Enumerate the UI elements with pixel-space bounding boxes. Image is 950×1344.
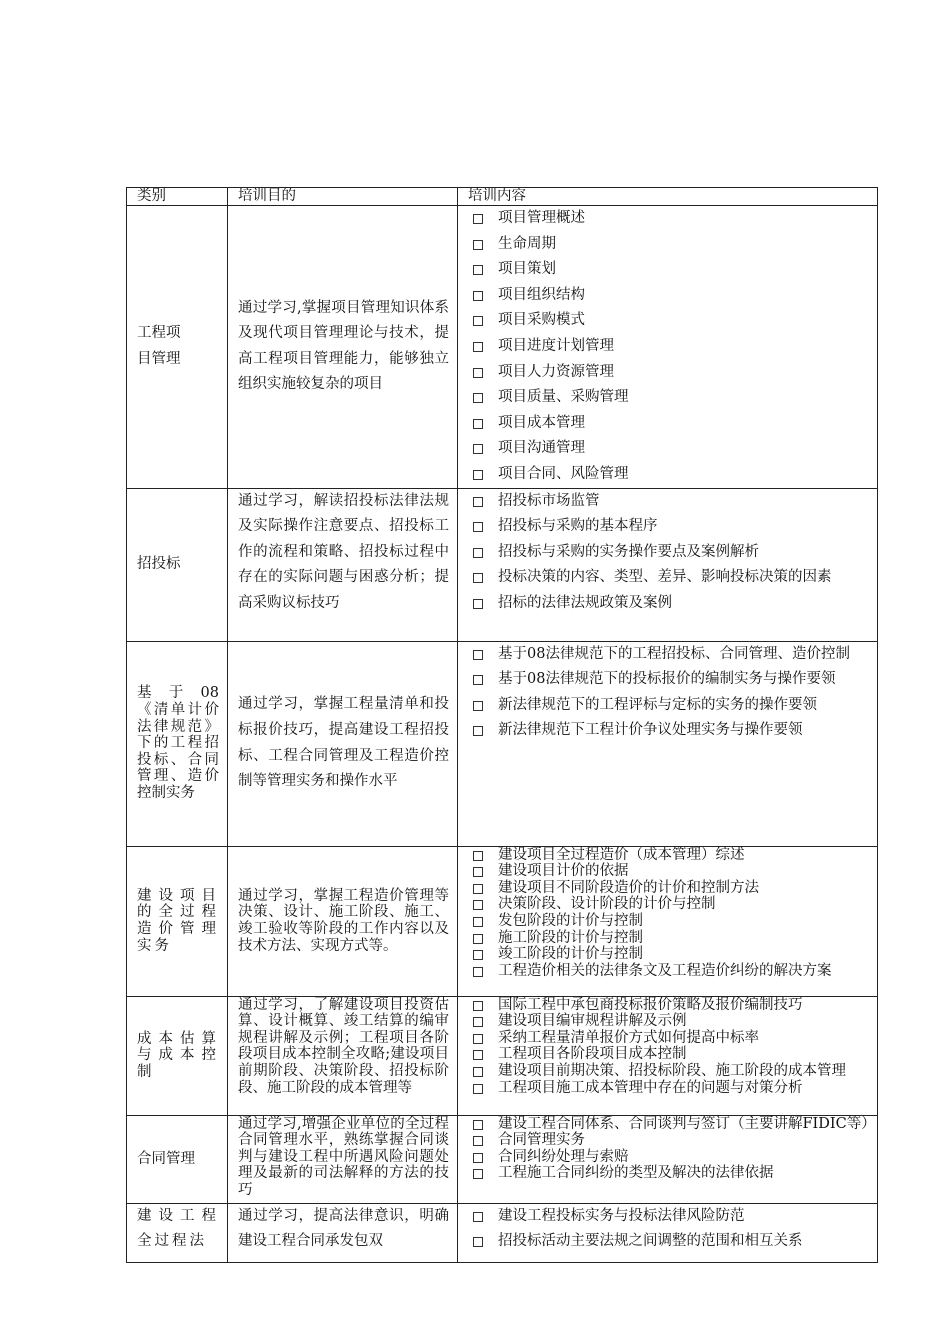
goal-cell: 通过学习,掌握项目管理知识体系及现代项目管理理论与技术，提高工程项目管理能力，能够独立组织实施较复杂的项目	[228, 206, 458, 489]
list-item-text: 建设项目前期决策、招投标阶段、施工阶段的成本管理	[498, 1062, 846, 1079]
list-item-text: 招标的法律法规政策及案例	[498, 594, 672, 611]
content-cell	[458, 996, 878, 1115]
checkbox-square-icon	[473, 851, 483, 861]
list-item	[472, 1030, 869, 1047]
list-item-text: 基于08法律规范下的投标报价的编制实务与操作要领	[498, 671, 836, 688]
checkbox-square-icon	[473, 1017, 483, 1027]
checkbox-square-icon	[473, 1212, 483, 1222]
list-item-text: 项目组织结构	[498, 286, 585, 303]
checkbox-square-icon	[473, 1136, 483, 1146]
category-cell: 工程项 目管理	[127, 206, 228, 489]
list-item-text: 生命周期	[498, 235, 556, 252]
list-item	[472, 1115, 876, 1133]
table-row	[127, 488, 878, 641]
list-item-text: 竣工阶段的计价与控制	[498, 946, 643, 963]
list-item-text: 招投标市场监管	[498, 492, 600, 509]
list-item-text: 合同管理实务	[498, 1132, 585, 1149]
table-row	[127, 1203, 878, 1262]
list-item-text: 建设工程投标实务与投标法律风险防范	[498, 1207, 745, 1224]
list-item	[472, 863, 869, 880]
content-cell	[458, 1203, 878, 1262]
checkbox-square-icon	[473, 265, 483, 275]
list-item-text: 项目质量、采购管理	[498, 389, 629, 406]
content-cell	[458, 846, 878, 996]
list-item-text: 项目人力资源管理	[498, 363, 614, 380]
list-item	[472, 642, 869, 668]
content-cell	[458, 641, 878, 846]
category-cell: 合同管理	[127, 1115, 228, 1203]
list-item	[472, 693, 869, 719]
checkbox-square-icon	[473, 917, 483, 927]
content-list	[472, 997, 869, 1097]
checkbox-square-icon	[473, 650, 483, 660]
checkbox-square-icon	[473, 675, 483, 685]
list-item-text: 国际工程中承包商投标报价策略及报价编制技巧	[498, 996, 803, 1013]
checkbox-square-icon	[473, 1237, 483, 1247]
checkbox-square-icon	[473, 291, 483, 301]
list-item-text: 工程项目施工成本管理中存在的问题与对策分析	[498, 1079, 803, 1096]
list-item-text: 建设项目不同阶段造价的计价和控制方法	[498, 879, 759, 896]
checkbox-square-icon	[473, 884, 483, 894]
training-table	[126, 187, 878, 1263]
checkbox-square-icon	[473, 240, 483, 250]
checkbox-square-icon	[473, 1001, 483, 1011]
header-content: 培训内容	[458, 188, 878, 206]
checkbox-square-icon	[473, 1034, 483, 1044]
checkbox-square-icon	[473, 599, 483, 609]
list-item	[472, 1046, 869, 1063]
list-item	[472, 540, 869, 566]
checkbox-square-icon	[473, 867, 483, 877]
content-list	[472, 1204, 869, 1255]
checkbox-square-icon	[473, 548, 483, 558]
list-item	[472, 385, 869, 411]
checkbox-square-icon	[473, 393, 483, 403]
list-item	[472, 411, 869, 437]
list-item-text: 施工阶段的计价与控制	[498, 929, 643, 946]
checkbox-square-icon	[473, 1153, 483, 1163]
list-item	[472, 565, 869, 591]
list-item	[472, 1080, 869, 1097]
checkbox-square-icon	[473, 497, 483, 507]
list-item	[472, 1149, 869, 1166]
list-item	[472, 1165, 869, 1182]
list-item	[472, 913, 869, 930]
list-item	[472, 308, 869, 334]
goal-cell: 通过学习，解读招投标法律法规及实际操作注意要点、招投标工作的流程和策略、招投标过程中存在的实际问题与困惑分析；提高采购议标技巧	[228, 488, 458, 641]
content-list	[472, 1115, 876, 1182]
table-row	[127, 641, 878, 846]
list-item	[472, 591, 869, 617]
list-item-text: 项目成本管理	[498, 414, 585, 431]
list-item-text: 项目合同、风险管理	[498, 465, 629, 482]
list-item	[472, 283, 869, 309]
list-item-text: 新法律规范下的工程评标与定标的实务的操作要领	[498, 696, 817, 713]
list-item	[472, 360, 869, 386]
category-cell: 基 于 08《清单计价法律规范》下的工程招投标、合同管理、造价控制实务	[127, 641, 228, 846]
list-item-text: 招投标活动主要法规之间调整的范围和相互关系	[498, 1233, 803, 1250]
goal-cell: 通过学习，提高法律意识，明确建设工程合同承发包双	[228, 1203, 458, 1262]
list-item-text: 工程项目各阶段项目成本控制	[498, 1046, 687, 1063]
content-list	[472, 642, 869, 744]
category-cell: 建设项目的全过程造价管理实务	[127, 846, 228, 996]
list-item	[472, 206, 869, 232]
checkbox-square-icon	[473, 342, 483, 352]
list-item-text: 招投标与采购的基本程序	[498, 518, 658, 535]
list-item-text: 项目沟通管理	[498, 440, 585, 457]
list-item	[472, 718, 869, 744]
checkbox-square-icon	[473, 1169, 483, 1179]
list-item	[472, 514, 869, 540]
list-item-text: 投标决策的内容、类型、差异、影响投标决策的因素	[498, 569, 832, 586]
list-item	[472, 232, 869, 258]
list-item-text: 基于08法律规范下的工程招投标、合同管理、造价控制	[498, 645, 850, 662]
list-item	[472, 667, 869, 693]
category-cell: 招投标	[127, 488, 228, 641]
list-item	[472, 963, 869, 980]
list-item	[472, 462, 869, 488]
table-row	[127, 996, 878, 1115]
list-item	[472, 436, 869, 462]
checkbox-square-icon	[473, 573, 483, 583]
list-item	[472, 489, 869, 515]
checkbox-square-icon	[473, 701, 483, 711]
checkbox-square-icon	[473, 726, 483, 736]
content-cell	[458, 488, 878, 641]
goal-cell: 通过学习，掌握工程造价管理等决策、设计、施工阶段、施工、竣工验收等阶段的工作内容以及技术方法、实现方式等。	[228, 846, 458, 996]
category-cell: 建设工程全过程法	[127, 1203, 228, 1262]
list-item	[472, 930, 869, 947]
content-list	[472, 206, 869, 488]
list-item-text: 采纳工程量清单报价方式如何提高中标率	[498, 1029, 759, 1046]
list-item	[472, 847, 869, 864]
list-item	[472, 334, 869, 360]
list-item-text: 新法律规范下工程计价争议处理实务与操作要领	[498, 722, 803, 739]
list-item	[472, 896, 869, 913]
list-item-text: 决策阶段、设计阶段的计价与控制	[498, 896, 716, 913]
checkbox-square-icon	[473, 522, 483, 532]
list-item	[472, 1204, 869, 1230]
list-item	[472, 1013, 869, 1030]
list-item-text: 合同纠纷处理与索赔	[498, 1148, 629, 1165]
checkbox-square-icon	[473, 967, 483, 977]
goal-cell: 通过学习，掌握工程量清单和投标报价技巧，提高建设工程招投标、工程合同管理及工程造价控制等管理实务和操作水平	[228, 641, 458, 846]
content-cell	[458, 1115, 878, 1203]
list-item-text: 工程造价相关的法律条文及工程造价纠纷的解决方案	[498, 962, 832, 979]
checkbox-square-icon	[473, 1067, 483, 1077]
goal-cell: 通过学习，了解建设项目投资估算、设计概算、竣工结算的编审规程讲解及示例；工程项目各阶段项目成本控制全攻略;建设项目前期阶段、决策阶段、招投标阶段、施工阶段的成本管理等	[228, 996, 458, 1115]
list-item-text: 项目策划	[498, 261, 556, 278]
checkbox-square-icon	[473, 900, 483, 910]
checkbox-square-icon	[473, 368, 483, 378]
checkbox-square-icon	[473, 419, 483, 429]
list-item-text: 建设工程合同体系、合同谈判与签订（主要讲解FIDIC等）	[498, 1115, 876, 1132]
goal-cell: 通过学习,增强企业单位的全过程合同管理水平，熟练掌握合同谈判与建设工程中所遇风险问题处理及最新的司法解释的方法的技巧	[228, 1115, 458, 1203]
category-cell: 成本估算与成本控制	[127, 996, 228, 1115]
content-list	[472, 847, 869, 980]
table-row	[127, 846, 878, 996]
checkbox-square-icon	[473, 1084, 483, 1094]
table-row	[127, 206, 878, 489]
checkbox-square-icon	[473, 316, 483, 326]
list-item	[472, 997, 869, 1014]
list-item	[472, 1063, 869, 1080]
list-item	[472, 1132, 869, 1149]
content-cell	[458, 206, 878, 489]
header-goal: 培训目的	[228, 188, 458, 206]
list-item-text: 项目管理概述	[498, 210, 585, 226]
list-item-text: 建设项目编审规程讲解及示例	[498, 1013, 687, 1030]
checkbox-square-icon	[473, 1120, 483, 1130]
content-list	[472, 489, 869, 617]
checkbox-square-icon	[473, 1050, 483, 1060]
checkbox-square-icon	[473, 214, 483, 224]
list-item-text: 项目进度计划管理	[498, 337, 614, 354]
list-item-text: 建设项目全过程造价（成本管理）综述	[498, 846, 745, 863]
checkbox-square-icon	[473, 934, 483, 944]
checkbox-square-icon	[473, 444, 483, 454]
list-item-text: 项目采购模式	[498, 312, 585, 329]
table-row	[127, 1115, 878, 1203]
list-item	[472, 946, 869, 963]
list-item-text: 建设项目计价的依据	[498, 863, 629, 880]
header-category: 类别	[127, 188, 228, 206]
list-item	[472, 257, 869, 283]
checkbox-square-icon	[473, 950, 483, 960]
list-item	[472, 1229, 869, 1255]
header-row	[127, 188, 878, 206]
list-item	[472, 880, 869, 897]
list-item-text: 招投标与采购的实务操作要点及案例解析	[498, 543, 759, 560]
list-item-text: 工程施工合同纠纷的类型及解决的法律依据	[498, 1165, 774, 1182]
checkbox-square-icon	[473, 470, 483, 480]
list-item-text: 发包阶段的计价与控制	[498, 912, 643, 929]
